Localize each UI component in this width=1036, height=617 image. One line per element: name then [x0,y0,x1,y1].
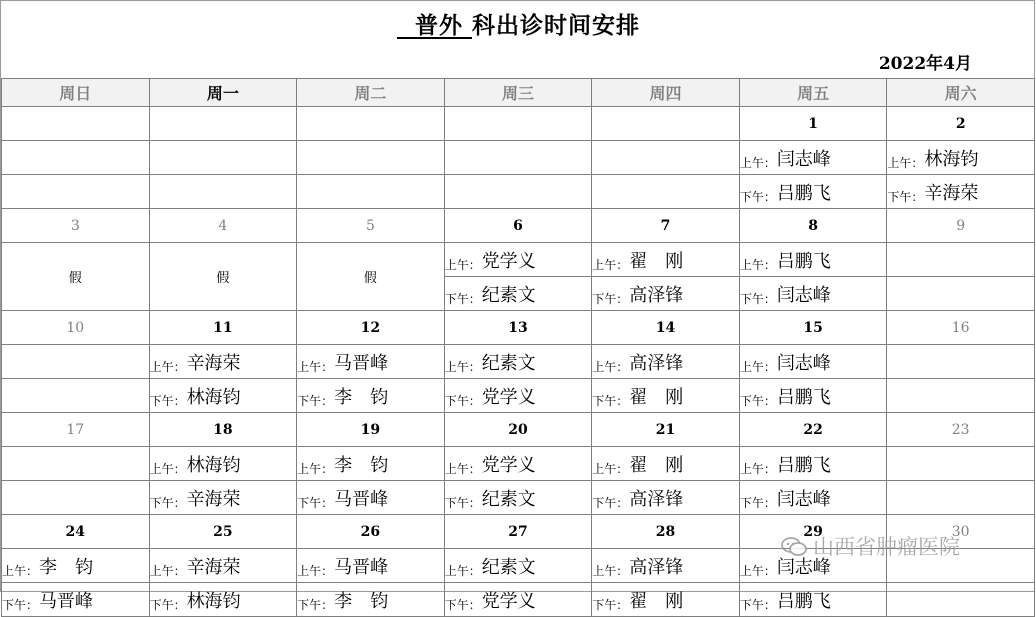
afternoon-slot [444,481,592,515]
day-number: 9 [887,209,1035,243]
day-number [297,107,445,141]
day-number: 7 [592,209,740,243]
afternoon-slot [444,583,592,617]
week-pm-row [2,175,1035,209]
day-number: 28 [592,515,740,549]
morning-slot [592,345,740,379]
morning-slot [592,243,740,277]
morning-slot [887,447,1035,481]
day-number: 2 [887,107,1035,141]
day-number [2,107,150,141]
morning-slot [297,141,445,175]
holiday-cell: 假 [149,243,297,311]
day-number: 21 [592,413,740,447]
week-date-row [2,311,1035,345]
morning-label: 上午： [444,359,481,374]
morning-slot [2,141,150,175]
morning-label: 上午： [739,359,776,374]
afternoon-slot [592,175,740,209]
morning-slot [592,141,740,175]
afternoon-slot [149,175,297,209]
day-number: 29 [739,515,887,549]
day-number [444,107,592,141]
doctor-name: 闫志峰 [776,352,831,374]
morning-slot [297,549,445,583]
title-suffix: 科出诊时间安排 [472,12,641,39]
afternoon-slot [444,175,592,209]
morning-slot [444,345,592,379]
afternoon-label: 下午： [297,393,334,408]
afternoon-slot [887,379,1035,413]
afternoon-slot [149,379,297,413]
week-date-row [2,107,1035,141]
afternoon-label: 下午： [444,291,481,306]
afternoon-label: 下午： [739,189,776,204]
morning-slot [149,345,297,379]
doctor-name: 翟 刚 [629,590,684,612]
day-number: 25 [149,515,297,549]
holiday-cell: 假 [297,243,445,311]
morning-slot [2,447,150,481]
afternoon-slot [739,379,887,413]
afternoon-label: 下午： [592,393,629,408]
doctor-name: 马晋峰 [334,556,389,578]
afternoon-label: 下午： [444,597,481,612]
morning-slot [2,549,150,583]
afternoon-label: 下午： [739,291,776,306]
week-date-row [2,209,1035,243]
afternoon-slot [887,277,1035,311]
afternoon-label: 下午： [444,495,481,510]
afternoon-slot [297,175,445,209]
morning-label: 上午： [739,257,776,272]
doctor-name: 李 钧 [39,556,93,578]
morning-slot [739,243,887,277]
week-pm-row [2,481,1035,515]
doctor-name: 辛海荣 [924,182,979,204]
doctor-name: 吕鹏飞 [776,182,831,204]
day-number: 12 [297,311,445,345]
week-date-row [2,413,1035,447]
morning-label: 上午： [592,461,629,476]
day-number: 30 [887,515,1035,549]
afternoon-slot [739,481,887,515]
weekday-header-row [2,79,1035,107]
afternoon-slot [2,379,150,413]
day-number: 27 [444,515,592,549]
morning-label: 上午： [444,461,481,476]
afternoon-slot [149,583,297,617]
doctor-name: 吕鹏飞 [776,386,831,408]
afternoon-slot [592,583,740,617]
week-am-row [2,345,1035,379]
doctor-name: 马晋峰 [334,488,389,510]
afternoon-label: 下午： [149,393,186,408]
morning-slot [592,447,740,481]
wechat-icon [781,537,807,557]
doctor-name: 党学义 [481,454,536,476]
day-number: 8 [739,209,887,243]
afternoon-slot [2,583,150,617]
month-label: 2022年4月 [878,54,972,74]
day-number: 10 [2,311,150,345]
doctor-name: 林海钧 [186,386,241,408]
doctor-name: 翟 刚 [629,250,684,272]
day-number: 26 [297,515,445,549]
day-number: 1 [739,107,887,141]
afternoon-slot [297,481,445,515]
watermark [781,531,960,561]
day-number: 5 [297,209,445,243]
doctor-name: 纪素文 [481,352,536,374]
morning-label: 上午： [739,461,776,476]
morning-slot [2,345,150,379]
afternoon-slot [297,583,445,617]
day-number: 19 [297,413,445,447]
day-number: 13 [444,311,592,345]
doctor-name: 高泽锋 [629,556,684,578]
afternoon-slot [739,583,887,617]
doctor-name: 高泽锋 [629,488,684,510]
morning-label: 上午： [149,461,186,476]
day-number: 4 [149,209,297,243]
morning-slot [444,447,592,481]
afternoon-slot [2,175,150,209]
morning-slot [592,549,740,583]
day-number: 15 [739,311,887,345]
doctor-name: 党学义 [481,250,536,272]
afternoon-label: 下午： [149,495,186,510]
doctor-name: 林海钧 [186,590,241,612]
day-number: 6 [444,209,592,243]
doctor-name: 李 钧 [334,454,389,476]
doctor-name: 林海钧 [186,454,241,476]
morning-label: 上午： [149,563,186,578]
morning-slot [444,243,592,277]
day-number: 3 [2,209,150,243]
doctor-name: 纪素文 [481,488,536,510]
afternoon-slot [2,481,150,515]
afternoon-slot [887,583,1035,617]
doctor-name: 李 钧 [334,590,389,612]
afternoon-label: 下午： [887,189,924,204]
morning-label: 上午： [297,563,334,578]
week-pm-row [2,379,1035,413]
doctor-name: 吕鹏飞 [776,250,831,272]
afternoon-label: 下午： [2,597,39,612]
afternoon-slot [592,277,740,311]
watermark-text: 山西省肿瘤医院 [813,535,960,559]
morning-slot [887,141,1035,175]
doctor-name: 高泽锋 [629,284,684,306]
afternoon-slot [444,379,592,413]
doctor-name: 吕鹏飞 [776,590,831,612]
doctor-name: 闫志峰 [776,488,831,510]
day-number: 23 [887,413,1035,447]
morning-slot [444,549,592,583]
morning-label: 上午： [739,155,776,170]
day-number: 17 [2,413,150,447]
afternoon-label: 下午： [739,597,776,612]
weekday-header: 周六 [887,79,1035,107]
weekday-header: 周三 [444,79,592,107]
doctor-name: 党学义 [481,590,536,612]
doctor-name: 党学义 [481,386,536,408]
afternoon-slot [444,277,592,311]
afternoon-slot [739,277,887,311]
week-am-row [2,243,1035,277]
doctor-name: 辛海荣 [186,556,241,578]
morning-label: 上午： [149,359,186,374]
day-number: 22 [739,413,887,447]
afternoon-slot [149,481,297,515]
doctor-name: 翟 刚 [629,454,684,476]
doctor-name: 翟 刚 [629,386,684,408]
doctor-name: 辛海荣 [186,352,241,374]
weekday-header: 周一 [149,79,297,107]
afternoon-slot [739,175,887,209]
morning-label: 上午： [297,461,334,476]
morning-slot [739,141,887,175]
afternoon-slot [887,481,1035,515]
morning-label: 上午： [592,563,629,578]
afternoon-label: 下午： [297,495,334,510]
morning-slot [739,345,887,379]
day-number: 18 [149,413,297,447]
afternoon-label: 下午： [149,597,186,612]
department-name [397,12,472,39]
morning-label: 上午： [444,563,481,578]
doctor-name: 闫志峰 [776,556,831,578]
day-number: 16 [887,311,1035,345]
doctor-name: 闫志峰 [776,148,831,170]
doctor-name: 马晋峰 [334,352,389,374]
doctor-name: 李 钧 [334,386,389,408]
morning-label: 上午： [592,257,629,272]
morning-slot [149,141,297,175]
morning-slot [297,345,445,379]
doctor-name: 纪素文 [481,284,536,306]
morning-slot [887,243,1035,277]
afternoon-label: 下午： [592,291,629,306]
day-number: 14 [592,311,740,345]
morning-slot [739,447,887,481]
morning-label: 上午： [297,359,334,374]
afternoon-label: 下午： [739,393,776,408]
morning-slot [149,447,297,481]
doctor-name: 辛海荣 [186,488,241,510]
afternoon-label: 下午： [297,597,334,612]
morning-label: 上午： [2,563,39,578]
afternoon-label: 下午： [592,597,629,612]
morning-slot [887,345,1035,379]
week-am-row [2,447,1035,481]
doctor-name: 高泽锋 [629,352,684,374]
weekday-header: 周日 [2,79,150,107]
department-label: 普外 [415,12,463,39]
doctor-name: 林海钧 [924,148,979,170]
doctor-name: 闫志峰 [776,284,831,306]
afternoon-slot [592,481,740,515]
day-number: 11 [149,311,297,345]
day-number: 24 [2,515,150,549]
morning-label: 上午： [739,563,776,578]
doctor-name: 纪素文 [481,556,536,578]
day-number: 20 [444,413,592,447]
week-pm-row [2,583,1035,617]
morning-label: 上午： [592,359,629,374]
page-title [1,7,1036,40]
doctor-name: 马晋峰 [39,590,93,612]
weekday-header: 周五 [739,79,887,107]
afternoon-slot [887,175,1035,209]
day-number [149,107,297,141]
morning-slot [297,447,445,481]
morning-slot [444,141,592,175]
weekday-header: 周四 [592,79,740,107]
morning-label: 上午： [887,155,924,170]
afternoon-label: 下午： [739,495,776,510]
afternoon-slot [297,379,445,413]
afternoon-slot [592,379,740,413]
day-number [592,107,740,141]
morning-label: 上午： [444,257,481,272]
afternoon-label: 下午： [592,495,629,510]
week-am-row [2,141,1035,175]
holiday-cell: 假 [2,243,150,311]
weekday-header: 周二 [297,79,445,107]
afternoon-label: 下午： [444,393,481,408]
doctor-name: 吕鹏飞 [776,454,831,476]
morning-slot [149,549,297,583]
